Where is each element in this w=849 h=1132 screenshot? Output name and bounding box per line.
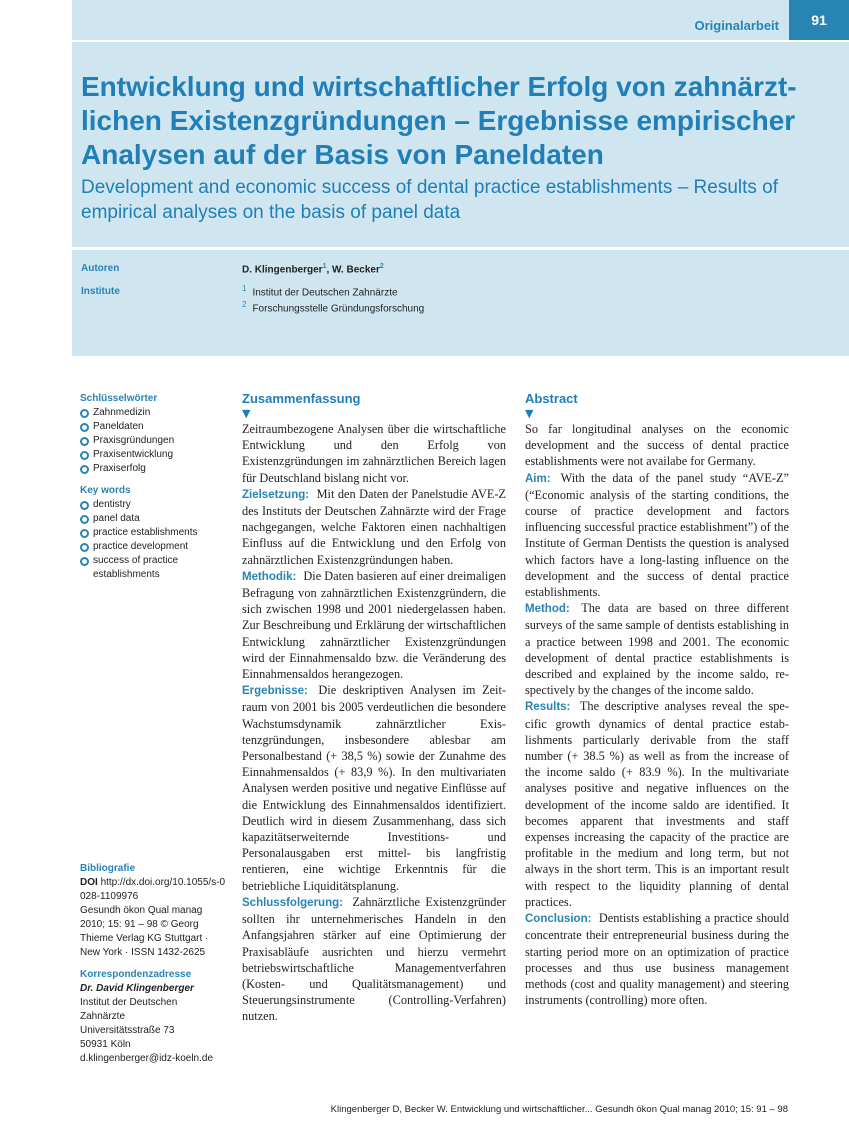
triangle-down-icon: ▼: [525, 407, 534, 420]
title-block: [72, 42, 849, 247]
affiliation-marker: 2: [379, 263, 384, 270]
abstract-en-heading: Abstract: [525, 391, 578, 406]
bullet-icon: [80, 437, 89, 446]
author-block: [72, 250, 849, 356]
title-english: Development and economic success of dental practice establishments – Results of empirical analyses on the basis of panel data: [81, 177, 779, 223]
keyword-item: Praxisentwicklung: [80, 448, 230, 462]
bibliography-section: [80, 862, 226, 1066]
header-bar: [72, 0, 849, 40]
bullet-icon: [80, 501, 89, 510]
author-separator: ,: [326, 264, 333, 276]
address-line: Universitätsstraße 73: [80, 1025, 175, 1036]
address-line: Zahnärzte: [80, 1011, 126, 1022]
keyword-item: panel data: [80, 512, 230, 526]
address-line: Institut der Deutschen: [80, 997, 178, 1008]
bullet-icon: [80, 543, 89, 552]
doi-line: [80, 876, 226, 904]
abstract-de-results: Ergebnisse: Die deskriptiven Analysen im Zeitraum von 2001 bis 2005 verdeutlichen die besondere Wachstumsdynamik zahnärztlicher Existenzgründungen, insbesondere ablesbar am Personalbestand (+ 38,5 %) sowie der Zunahme des Einnahmensaldos (+ 83,9 %). In den multivariaten Analysen werden positive und negative Einflüsse auf die Entwicklung des Einnahmensaldos identifiziert. Deutlich wird in diesem Zusammenhang, dass sich kapazitätserweiternde Investitions- und Personalausgaben erst mittel- bis langfristig rentieren, eine wichtige Erkenntnis für die betriebliche Liquiditätsplanung.: [242, 683, 506, 893]
keyword-item: success of practice establishments: [80, 554, 218, 582]
email-link[interactable]: d.klingenberger@idz-koeln.de: [80, 1053, 214, 1064]
bullet-icon: [80, 409, 89, 418]
institutes-list: [242, 283, 424, 316]
bullet-icon: [80, 515, 89, 524]
author-name: W. Becker: [332, 264, 380, 276]
bullet-icon: [80, 557, 89, 566]
keyword-item: Praxisgründungen: [80, 434, 230, 448]
abstract-de-intro: Zeitraumbezogene Analysen über die wirtschaftliche Entwicklung und den Erfolg von Existenzgründungen im zahnärztlichen Bereich lagen für Deutschland bislang nicht vor.: [242, 422, 506, 485]
bullet-icon: [80, 465, 89, 474]
institute-item: $^2$ Forschungsstelle Gründungsforschung: [242, 300, 425, 315]
section-label: Originalarbeit: [694, 18, 779, 33]
author-name: D. Klingenberger: [242, 264, 323, 276]
institutes-label: Institute: [81, 286, 120, 297]
address-line: 50931 Köln: [80, 1039, 131, 1050]
keyword-item: practice establishments: [80, 526, 230, 540]
keywords-de-list: [80, 406, 230, 476]
abstract-de-conclusion: Schlussfolgerung: Zahnärztliche Existenzgründer sollten ihr unternehmerisches Handeln in den Anfangsjahren stärker auf eine Optimierung der Praxisabläufe ausrichten und hierzu vermehrt betriebswirtschaftliche Managementverfahren (Kosten- und Qualitätsmanagement) und Steuerungsinstrumente (Controlling-Verfahren) nutzen.: [242, 894, 506, 1024]
authors-list: [242, 263, 384, 275]
abstract-en-aim: Aim: With the data of the panel study “AVE-Z” (“Economic analysis of the starting conditions, the course of practice development and factors influencing successful practice establishment”) of the Institute of German Dentists the question is analysed which factors have a long-lasting influence on the development and the success of dental practice establishments.: [525, 470, 790, 600]
affiliation-marker: 1: [322, 263, 327, 270]
abstract-en-method: Method: The data are based on three different surveys of the same sample of dentists establishing in a practice between 1998 and 2001. The economic development of dental practice establishments is described and explained by the income saldo, respectively by the changes of the income saldo.: [525, 601, 789, 698]
abstract-en-conclusion: Conclusion: Dentists establishing a practice should concentrate their entrepreneurial business during the starting period more on an optimization of practice processes and thus use business management methods (cost and quality management) and steering instruments (controlling) more often.: [525, 911, 789, 1008]
title-german: Entwicklung und wirtschaftlicher Erfolg von zahnärztlichen Existenzgründungen – Ergebnisse empirischer Analysen auf der Basis von Paneldaten: [81, 71, 797, 170]
method-label: Method:: [525, 603, 570, 616]
aim-label: Zielsetzung:: [242, 488, 310, 501]
aim-label: Aim:: [525, 472, 551, 485]
keyword-item: practice development: [80, 540, 230, 554]
bullet-icon: [80, 423, 89, 432]
abstract-en-results: Results: The descriptive analyses reveal the specific growth dynamics of dental practice establishments particularly derivable from the staff number (+ 38.5 %) as well as from the increase of the income saldo (+ 83.9 %). In the multivariate analyses positive and negative influences on the development of the income saldo are identified. It becomes apparent that investments and staff expenses increasing the capacity of the practice are profitable in the medium and long term, but not always in the short term. This is an important result with respect to the liquidity planning of dental practices.: [525, 699, 790, 909]
keyword-item: Paneldaten: [80, 420, 230, 434]
keyword-item: dentistry: [80, 498, 230, 512]
conclusion-label: Conclusion:: [525, 913, 592, 926]
conclusion-label: Schlussfolgerung:: [242, 896, 343, 909]
abstract-de-heading: Zusammenfassung: [242, 391, 361, 406]
keywords-en-heading: Key words: [80, 485, 131, 496]
abstract-english: [525, 391, 789, 1008]
doi-label: DOI: [80, 877, 98, 888]
results-label: Results:: [525, 701, 571, 714]
abstract-de-method: Methodik: Die Daten basieren auf einer dreimaligen Befragung von zahnärztlichen Existenzgründern, die sich zwischen 1998 und 2001 niedergelassen haben. Zur Beschreibung und Erklärung der wirtschaftlichen Entwicklung zahnärztlicher Existenzgründungen wird der Einnahmensaldo bzw. die Veränderung des Einnahmensaldos herangezogen.: [242, 568, 506, 682]
triangle-down-icon: ▼: [242, 407, 251, 420]
doi-link[interactable]: http://dx.doi.org/10.1055/s-0028-1109976: [80, 877, 226, 902]
page-number: 91: [789, 0, 849, 40]
correspondence-heading: Korrespondenzadresse: [80, 969, 192, 980]
page-footer: Klingenberger D, Becker W. Entwicklung und wirtschaftlicher... Gesundh ökon Qual manag 2010; 15: 91 – 98: [330, 1104, 788, 1115]
method-label: Methodik:: [242, 570, 297, 583]
bibliography-heading: Bibliografie: [80, 863, 136, 874]
keywords-en-list: [80, 498, 230, 582]
keyword-item: Praxiserfolg: [80, 462, 230, 476]
correspondence-name: Dr. David Klingenberger: [80, 983, 194, 994]
citation-text: Gesundh ökon Qual manag 2010; 15: 91 – 98 © Georg Thieme Verlag KG Stuttgart · New York · ISSN 1432-2625: [80, 905, 209, 958]
abstract-de-aim: Zielsetzung: Mit den Daten der Panelstudie AVE-Z des Instituts der Deutschen Zahnärzte wird der Frage nachgegangen, welche Faktoren einen nachhaltigen Einfluss auf die Entwicklung und den Erfolg von zahnärztlichen Existenzgründungen haben.: [242, 486, 507, 567]
keywords-section: [80, 392, 230, 582]
bullet-icon: [80, 529, 89, 538]
results-label: Ergebnisse:: [242, 685, 308, 698]
affiliation-marker: 1: [242, 284, 247, 293]
keyword-item: Zahnmedizin: [80, 406, 230, 420]
keywords-de-heading: Schlüsselwörter: [80, 393, 158, 404]
authors-label: Autoren: [81, 263, 120, 274]
abstract-en-intro: So far longitudinal analyses on the economic development and the success of dental practice establishments were not availabe for Germany.: [525, 422, 789, 469]
abstract-german: [242, 391, 506, 1025]
affiliation-marker: 2: [242, 300, 247, 310]
institute-item: $^1$ Institut der Deutschen Zahnärzte: [242, 284, 398, 299]
bullet-icon: [80, 451, 89, 460]
